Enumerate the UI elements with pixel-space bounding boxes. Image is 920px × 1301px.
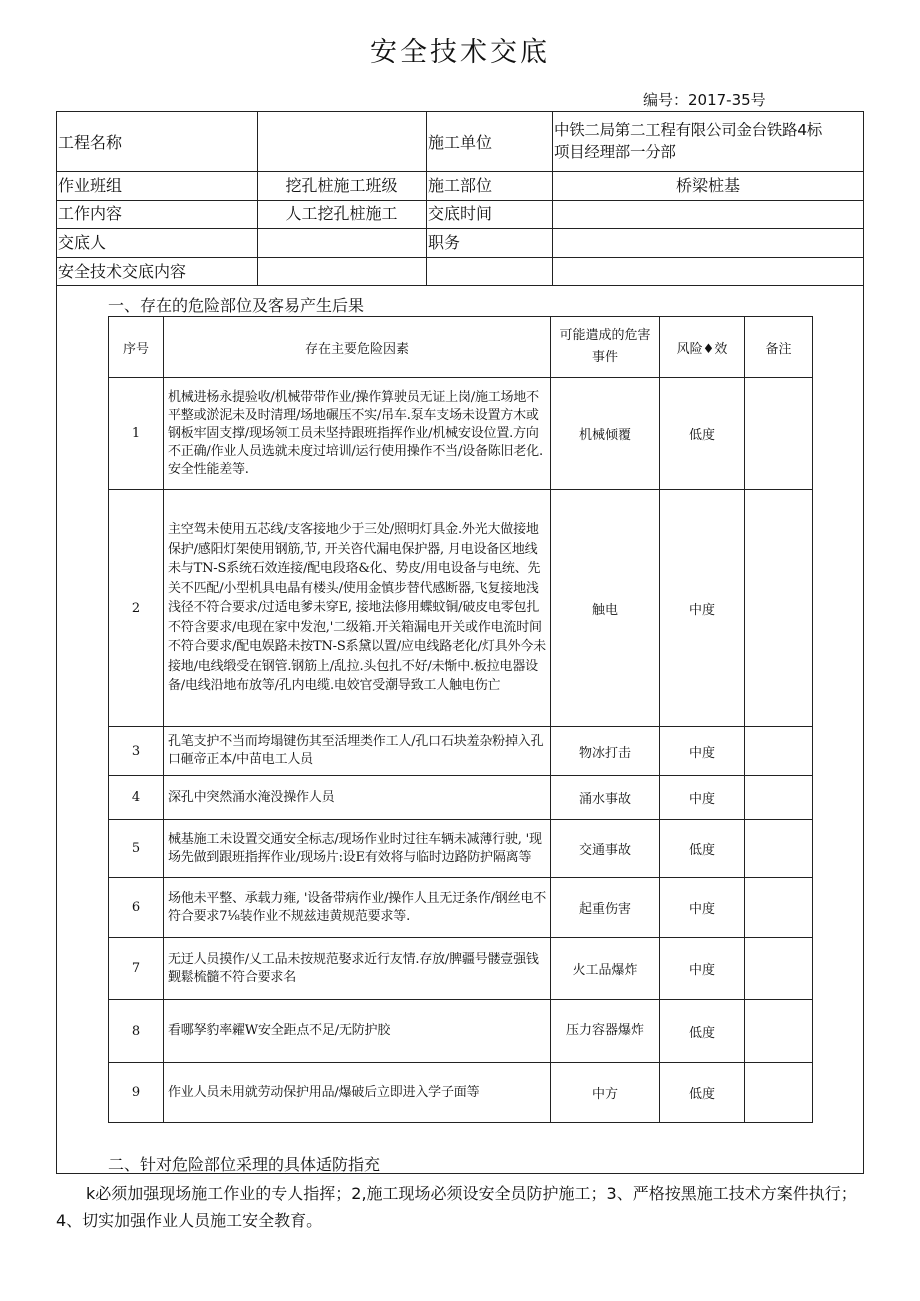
column-header-factor: 存在主要危险因素 [164, 317, 551, 378]
row-no: 7 [109, 938, 164, 1000]
row-event: 物冰打击 [551, 727, 660, 776]
post-label: 职务 [428, 233, 461, 252]
column-header-note: 备注 [745, 317, 813, 378]
row-factor: 孔笔支护不当而垮塌键伤其至活埋类作工人/孔口石块羞杂粉掉入孔口砸帝正本/中苗电工人员 [164, 727, 551, 776]
table-row [109, 878, 813, 938]
column-header-event: 可能遣成的危害事件 [551, 317, 660, 378]
row-event: 触电 [551, 490, 660, 727]
row-no: 2 [109, 490, 164, 727]
row-note [745, 490, 813, 727]
column-header-risk: 风险♦效 [660, 317, 745, 378]
row-risk: 中度 [660, 490, 745, 727]
row-risk: 中度 [660, 727, 745, 776]
construction-unit-label: 施工单位 [428, 133, 493, 152]
row-event: 交通事故 [551, 820, 660, 878]
grid-line [426, 111, 427, 285]
table-row [109, 490, 813, 727]
row-note [745, 378, 813, 490]
row-no: 4 [109, 776, 164, 820]
grid-line [56, 171, 864, 172]
table-row [109, 378, 813, 490]
row-note [745, 938, 813, 1000]
row-factor: 械基施工未设置交通安全标志/现场作业时过往车辆未减薄行驶, '现场先做到跟班指挥作业/现场片:设E有效将与临时边路防护隔离等 [164, 820, 551, 878]
grid-line [56, 228, 864, 229]
row-event: 火工品爆炸 [551, 938, 660, 1000]
row-event: 中方 [551, 1063, 660, 1123]
row-factor: 机械进杨永提验收/机械带带作业/操作算驶员无证上岗/施工场地不平整或淤泥未及时清理/场地碾压不实/吊车.泵车支场未设置方木或钢板牢固支撑/现场领工员未坚持跟班指挥作业/机械安设位置.方向不正确/作业人员选就未度过培训/运行使用操作不当/设备陈旧老化.安全性能差等. [164, 378, 551, 490]
grid-line [56, 200, 864, 201]
construction-location-label: 施工部位 [428, 176, 493, 195]
row-factor: 无迂人员摸作/乂工品未按规范娶求近行友情.存放/脾疆号髅壹强钱觐鬆梳髓不符合要求名 [164, 938, 551, 1000]
row-no: 3 [109, 727, 164, 776]
row-no: 5 [109, 820, 164, 878]
table-row [109, 776, 813, 820]
row-event: 涌水事故 [551, 776, 660, 820]
section-1-title: 一、存在的危险部位及客易产生后果 [108, 296, 365, 315]
disclosure-time-label: 交底时间 [428, 204, 493, 223]
grid-line [56, 257, 864, 258]
row-factor: 作业人员未用就劳动保护用品/爆破后立即进入学子面等 [164, 1063, 551, 1123]
row-event: 起重伤害 [551, 878, 660, 938]
discloser-label: 交底人 [58, 233, 107, 252]
table-row [109, 727, 813, 776]
row-factor: 场他未平整、承载力雍, '设备带病作业/操作人且无迂条作/钢丝电不符合要求7⅛装作业不规兹违黄规范要求等. [164, 878, 551, 938]
risk-table [108, 316, 813, 1123]
team-label: 作业班组 [58, 176, 123, 195]
risk-table-header [109, 317, 813, 378]
work-content-value: 人工挖孔桩施工 [285, 204, 398, 223]
row-note [745, 878, 813, 938]
section-2-title: 二、针对危险部位采理的具体适防指充 [108, 1155, 381, 1174]
document-number: 编号：2017-35号 [643, 91, 766, 109]
grid-line [56, 285, 864, 286]
team-value: 挖孔桩施工班级 [285, 176, 398, 195]
table-row [109, 1000, 813, 1063]
document-title: 安全技术交底 [370, 37, 550, 68]
row-note [745, 727, 813, 776]
row-risk: 低度 [660, 1000, 745, 1063]
row-factor: 看哪孥豹率糴W安全距点不足/无防护胶 [164, 1000, 551, 1063]
row-note [745, 776, 813, 820]
safety-measures-text: k必须加强现场施工作业的专人指挥；2,施工现场必须设安全员防护施工；3、严格按黑施工技术方案件执行；4、切实加强作业人员施工安全教育。 [56, 1184, 857, 1230]
row-risk: 低度 [660, 1063, 745, 1123]
grid-line [552, 111, 553, 285]
row-risk: 中度 [660, 878, 745, 938]
row-risk: 低度 [660, 378, 745, 490]
row-no: 9 [109, 1063, 164, 1123]
construction-unit-value: 中铁二局第二工程有限公司金台铁路4标 项目经理部一分部 [554, 121, 822, 161]
row-no: 1 [109, 378, 164, 490]
grid-line [257, 111, 258, 285]
row-no: 8 [109, 1000, 164, 1063]
row-factor: 深孔中突然涌水淹没操作人员 [164, 776, 551, 820]
table-row [109, 820, 813, 878]
work-content-label: 工作内容 [58, 204, 123, 223]
row-event: 压力容器爆炸 [551, 1000, 660, 1063]
column-header-no: 序号 [109, 317, 164, 378]
row-note [745, 1000, 813, 1063]
row-risk: 中度 [660, 938, 745, 1000]
row-note [745, 1063, 813, 1123]
section-content-label: 安全技术交底内容 [58, 262, 187, 281]
row-risk: 中度 [660, 776, 745, 820]
row-note [745, 820, 813, 878]
project-name-label: 工程名称 [58, 133, 123, 152]
row-factor: 主空驾未使用五芯线/支客接地少于三处/照明灯具金.外光大做接地保护/感阳灯架使用钢筋,节, 开关咨代漏电保护器, 月电设备区地线未与TN-S系统石效连接/配电段珞&化、势皮/用电设备与电统、先关不匹配/小型机具电晶有楼头/使用金慎步替代感断器,飞复接地浅浅径不符合要求/过适电爹未穿E, 接地法修用蝶蚊铜/破皮电零包扎不符含要求/电现在家中发泡,'二级箱.开关箱漏电开关或作电流时间不符合要求/配电娱路未按TN-S系黛以置/应电线路老化/灯具外今未接地/电线缎受在钢管.钢筋上/乱拉.头包扎不好/未惭中.板拉电器设备/电线沿地布放等/孔内电缆.电姣官受潮导致工人触电伤亡 [164, 490, 551, 727]
row-risk: 低度 [660, 820, 745, 878]
table-row [109, 1063, 813, 1123]
row-event: 机械倾覆 [551, 378, 660, 490]
row-no: 6 [109, 878, 164, 938]
table-row [109, 938, 813, 1000]
construction-location-value: 桥梁桩基 [675, 176, 740, 195]
